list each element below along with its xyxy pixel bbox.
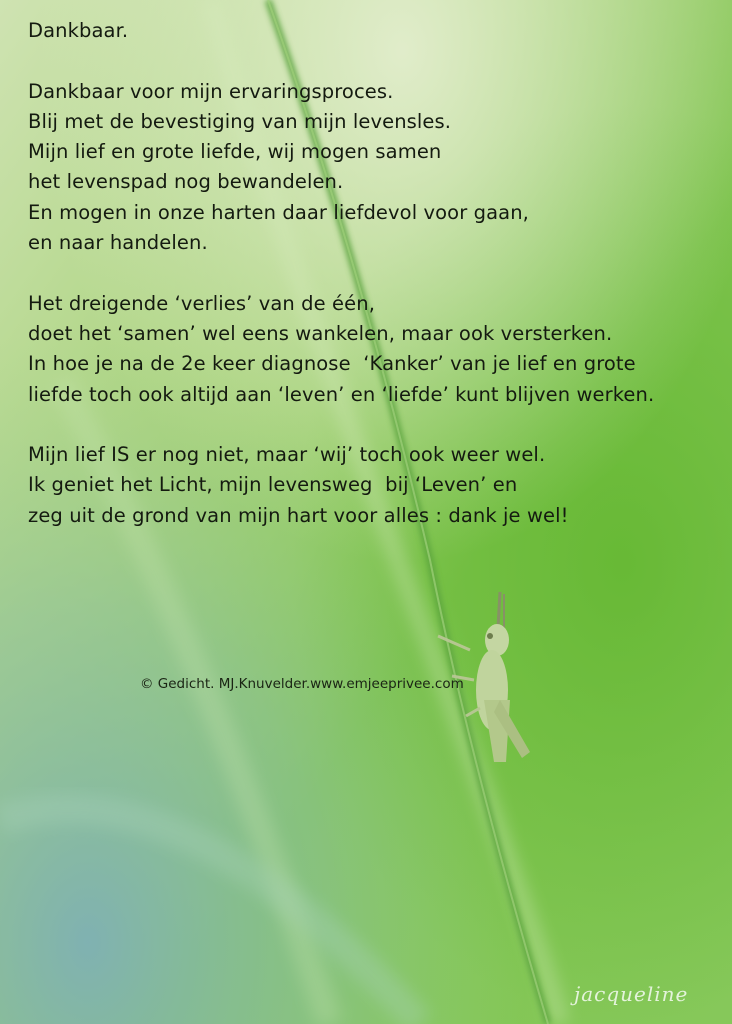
poem-title: Dankbaar. — [28, 19, 129, 42]
poem-line: Ik geniet het Licht, mijn levensweg bij ‘Leven’ en — [28, 473, 518, 497]
stanza-2 — [28, 289, 718, 410]
poem-line: Dankbaar voor mijn ervaringsproces. — [28, 79, 394, 103]
poem-line: zeg uit de grond van mijn hart voor alles : dank je wel! — [28, 503, 569, 527]
poem-line: het levenspad nog bewandelen. — [28, 170, 344, 194]
poem — [28, 16, 718, 531]
copyright-credit: © Gedicht. MJ.Knuvelder.www.emjeeprivee.com — [140, 676, 464, 692]
poem-line: Mijn lief en grote liefde, wij mogen samen — [28, 140, 442, 164]
stanza-gap — [28, 410, 718, 440]
poem-line: liefde toch ook altijd aan ‘leven’ en ‘liefde’ kunt blijven werken. — [28, 382, 655, 406]
stanza-gap — [28, 258, 718, 288]
artist-signature: jacqueline — [574, 982, 689, 1006]
stanza-3 — [28, 440, 718, 531]
poem-line: doet het ‘samen’ wel eens wankelen, maar ook versterken. — [28, 321, 613, 345]
poem-line: Het dreigende ‘verlies’ van de één, — [28, 291, 376, 315]
poem-line: In hoe je na de 2e keer diagnose ‘Kanker’ van je lief en grote — [28, 352, 636, 376]
stanza-1 — [28, 77, 718, 259]
stanza-gap — [28, 46, 718, 76]
poem-line: en naar handelen. — [28, 231, 208, 255]
poem-line: Mijn lief IS er nog niet, maar ‘wij’ toch ook weer wel. — [28, 443, 546, 467]
poem-line: En mogen in onze harten daar liefdevol voor gaan, — [28, 200, 529, 224]
poem-line: Blij met de bevestiging van mijn levensles. — [28, 109, 452, 133]
